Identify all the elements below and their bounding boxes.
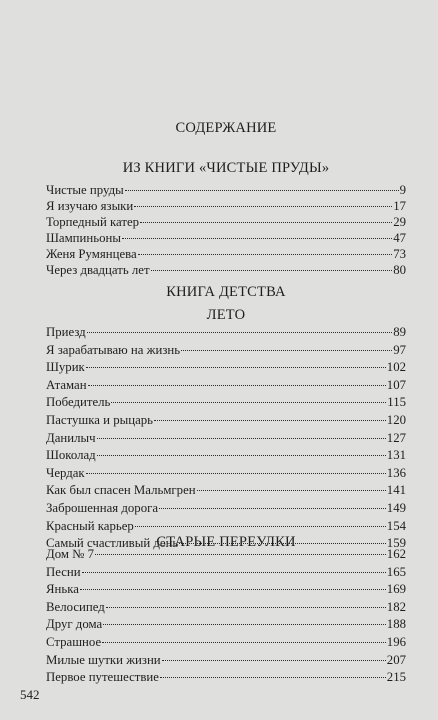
dot-leader	[154, 420, 386, 421]
section-heading-starye-pereulki: СТАРЫЕ ПЕРЕУЛКИ	[156, 534, 296, 550]
toc-entry-title: Велосипед	[46, 599, 105, 614]
toc-entry-page: 127	[386, 430, 406, 445]
toc-entry-page: 169	[386, 582, 406, 597]
dot-leader	[160, 677, 386, 678]
toc-entry-title: Милые шутки жизни	[46, 652, 161, 667]
toc-entry	[46, 263, 406, 281]
toc-entry-title: Чердак	[46, 465, 85, 480]
toc-entry-title: Пастушка и рыцарь	[46, 413, 153, 427]
toc-entry	[46, 413, 406, 431]
toc-entry-title: Шурик	[46, 360, 85, 375]
dot-leader	[95, 554, 386, 555]
toc-entry-page: 162	[386, 547, 406, 561]
dot-leader	[181, 350, 392, 351]
dot-leader	[87, 332, 393, 333]
toc-entry-page: 182	[386, 599, 406, 614]
dot-leader	[159, 508, 386, 509]
toc-entry	[46, 519, 406, 537]
toc-entry-title: Шоколад	[46, 448, 96, 463]
toc-entry-title: Как был спасен Мальмгрен	[46, 483, 196, 498]
toc-entry	[46, 547, 406, 565]
toc-entry-page: 9	[399, 183, 406, 197]
toc-entry	[46, 582, 406, 600]
toc-entry-page: 188	[386, 617, 406, 632]
dot-leader	[102, 642, 386, 643]
toc-entry-page: 136	[386, 465, 406, 480]
toc-entry	[46, 343, 406, 361]
dot-leader	[82, 572, 386, 573]
toc-entry-page: 102	[386, 360, 406, 375]
toc-entry-title: Торпедный катер	[46, 215, 140, 229]
toc-entry-title: Победитель	[46, 395, 111, 410]
toc-entry-title: Заброшенная дорога	[46, 501, 159, 515]
toc-entry	[46, 483, 406, 501]
toc-entry-title: Данилыч	[46, 430, 96, 445]
dot-leader	[162, 660, 386, 661]
toc-entry	[46, 431, 406, 449]
toc-entry	[46, 378, 406, 396]
toc-entry-title: Самый счастливый день	[46, 536, 179, 551]
dot-leader	[138, 254, 393, 255]
contents-block	[46, 0, 406, 720]
toc-entry	[46, 600, 406, 618]
dot-leader	[125, 190, 399, 191]
toc-entry-page: 159	[386, 536, 406, 551]
toc-entry-title: Дом № 7	[46, 547, 94, 561]
toc-entry-title: Песни	[46, 564, 81, 579]
toc-entry-page: 207	[386, 652, 406, 667]
toc-entry-page: 107	[386, 377, 406, 392]
dot-leader	[151, 270, 393, 271]
toc-entry-page: 154	[386, 518, 406, 533]
dot-leader	[135, 526, 386, 527]
dot-leader	[140, 222, 392, 223]
toc-entry-page: 165	[386, 564, 406, 579]
toc-entry-page: 47	[393, 231, 406, 245]
toc-entry	[46, 395, 406, 413]
toc-entry	[46, 360, 406, 378]
toc-entry-title: Красный карьер	[46, 518, 134, 533]
toc-entry-page: 215	[386, 670, 406, 685]
dot-leader	[86, 473, 386, 474]
toc-entry-page: 196	[386, 635, 406, 649]
toc-entry-page: 131	[386, 448, 406, 463]
toc-entry-title: Я зарабатываю на жизнь	[46, 342, 181, 357]
toc-entry-title: Через двадцать лет	[46, 263, 150, 277]
dot-leader	[134, 206, 392, 207]
toc-entry	[46, 635, 406, 653]
toc-entry	[46, 466, 406, 484]
toc-entry	[46, 501, 406, 519]
toc-entry	[46, 670, 406, 688]
toc-entry-title: Я изучаю языки	[46, 199, 134, 213]
toc-entry	[46, 325, 406, 343]
toc-entry-page: 149	[386, 501, 406, 515]
toc-entry	[46, 617, 406, 635]
toc-entry-title: Страшное	[46, 635, 102, 649]
section-heading-kniga-detstva: КНИГА ДЕТСТВА	[166, 284, 286, 300]
toc-entry-page: 29	[393, 215, 406, 229]
toc-entry-title: Приезд	[46, 325, 86, 339]
toc-entry-title: Друг дома	[46, 617, 103, 632]
toc-entry-title: Первое путешествие	[46, 670, 159, 685]
toc-entry-title: Чистые пруды	[46, 183, 124, 197]
toc-entry-title: Янька	[46, 582, 79, 597]
page-number: 542	[20, 687, 40, 702]
toc-entry	[46, 448, 406, 466]
section-heading-chistye-prudy: ИЗ КНИГИ «ЧИСТЫЕ ПРУДЫ»	[122, 160, 330, 176]
toc-entry-title: Атаман	[46, 377, 87, 392]
dot-leader	[88, 385, 386, 386]
toc-entry-title: Женя Румянцева	[46, 247, 137, 261]
toc-entry-page: 97	[393, 342, 406, 357]
dot-leader	[80, 589, 386, 590]
toc-entry-page: 89	[393, 325, 406, 339]
toc-entry-page: 80	[393, 263, 406, 277]
dot-leader	[197, 490, 386, 491]
toc-entry	[46, 565, 406, 583]
toc-entry-title: Шампиньоны	[46, 231, 121, 245]
contents-title: СОДЕРЖАНИЕ	[175, 120, 277, 136]
toc-entry-page: 17	[393, 199, 406, 213]
dot-leader	[111, 402, 386, 403]
toc-entry-page: 141	[386, 483, 406, 498]
dot-leader	[97, 455, 386, 456]
dot-leader	[86, 367, 386, 368]
toc-entry-page: 115	[387, 395, 406, 410]
toc-entry	[46, 653, 406, 671]
subsection-heading-leto: ЛЕТО	[206, 307, 246, 323]
dot-leader	[97, 438, 386, 439]
dot-leader	[122, 238, 392, 239]
dot-leader	[103, 624, 386, 625]
toc-entry-page: 120	[386, 413, 406, 427]
dot-leader	[179, 543, 386, 544]
toc-entry-page: 73	[393, 247, 406, 261]
dot-leader	[106, 607, 386, 608]
